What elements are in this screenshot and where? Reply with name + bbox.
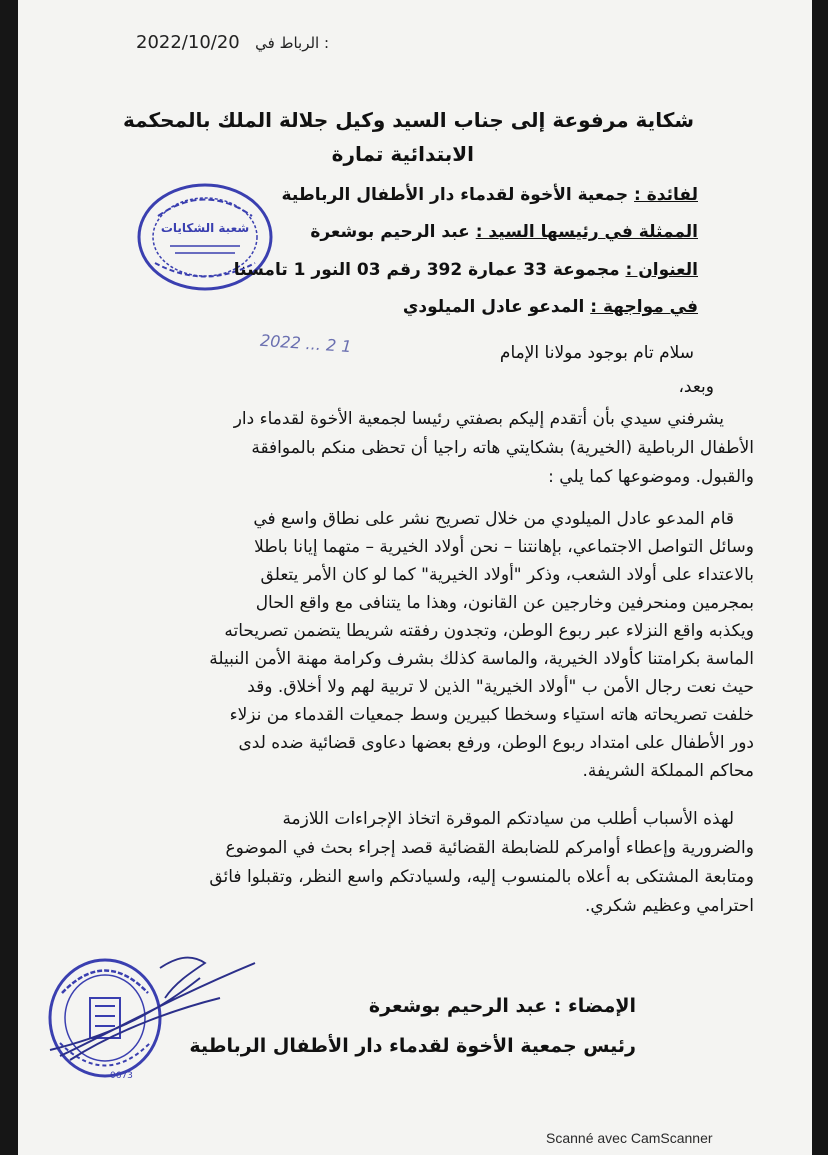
date-label: الرباط في : [255,34,330,52]
beneficiary-label: لفائدة : [634,185,698,205]
signature-title: رئيس جمعية الأخوة لقدماء دار الأطفال الرباطية [189,1035,636,1057]
association-stamp [40,938,270,1088]
scan-frame-right [812,0,828,1155]
greeting: سلام تام بوجود مولانا الإمام [499,343,694,363]
against-value: المدعو عادل الميلودي [402,297,585,317]
represented-value: عبد الرحيم بوشعرة [310,222,470,242]
date-line [136,32,329,53]
signature-line: الإمضاء : عبد الرحيم بوشعرة [368,995,636,1017]
received-date-stamp: 2022 ... 2 1 [259,330,353,357]
address-label: العنوان : [625,260,698,280]
against-line [403,297,698,317]
stamp-text: شعبة الشكايات [160,221,250,235]
represented-label: الممثلة في رئيسها السيد : [475,222,698,242]
against-label: في مواجهة : [590,297,698,317]
camscanner-footer: Scanné avec CamScanner [546,1130,713,1146]
scan-frame-left [0,0,18,1155]
date-value: 2022/10/20 [136,32,240,53]
stamp-phone: 0673 [110,1071,133,1081]
after-greeting: وبعد، [678,377,714,397]
represented-line [310,222,698,242]
beneficiary-line [282,185,698,205]
address-value: مجموعة 33 عمارة 392 رقم 03 النور 1 تامسنا [233,260,620,280]
document-page: 2022/10/20 الرباط في : شكاية مرفوعة إلى جناب السيد وكيل جلالة الملك بالمحكمة الابتدائية تمارة شعبة الشكايات لفائدة : جمعية الأخوة لقدماء دار الأطفال الرباطية الممثلة في رئيسها السيد : عبد الرحيم بوشعرة العنوان : مجموعة 33 عمارة 392 رقم 03 النور 1 تامسنا في مواجهة : المدعو عادل الميلودي 2022 ... 2 1 سلام تام بوجود مولانا الإمام وبعد، يشرفني سيدي بأن أتقدم إليكم بصفتي رئيسا لجمعية الأخوة لقدماء دار الأطفال الرباطية (الخيرية) بشكايتي هاته راجيا أن تحظى منكم بالموافقة والقبول. وموضوعها كما يلي : قام المدعو عادل الميلودي من خلال تصريح نشر على نطاق واسع في وسائل التواصل الاجتماعي، بإهانتنا – نحن أولاد الخيرية – متهما إيانا باطلا بالاعتداء على أولاد الشعب، وذكر "أولاد الخيرية" كما لو كان الأمر يتعلق بمجرمين ومنحرفين وخارجين عن القانون، وهذا ما يتنافى مع واقع الحال ويكذبه واقع النزلاء عبر ربوع الوطن، وتجدون رفقته شريطا يتضمن تصريحاته الماسة بكرامتنا كأولاد الخيرية، والماسة كذلك بشرف وكرامة مهنة الأمن النبيلة حيث نعت رجال الأمن ب "أولاد الخيرية" الذين لا تربية لهم ولا أخلاق. وقد خلفت تصريحاته هاته استياء وسخطا كبيرين وسط جمعيات القدماء من نزلاء دور الأطفال على امتداد ربوع الوطن، ورفع بعضها دعاوى قضائية ضده لدى محاكم المملكة الشريفة. لهذه الأسباب أطلب من سيادتكم الموقرة اتخاذ الإجراءات اللازمة والضرورية وإعطاء أوامركم للضابطة القضائية قصد إجراء بحث في الموضوع ومتابعة المشتكى به أعلاه بالمنسوب إليه، ولسيادتكم واسع النظر، وتقبلوا فائق احترامي وعظيم شكري. 0673 الإمضاء : عبد الرحيم بوشعرة رئيس جمعية الأخوة لقدماء دار الأطفال الرباطية Scanné avec CamScanner [18,0,812,1155]
address-line [234,260,698,280]
complaint-title-line2: الابتدائية تمارة [331,142,474,166]
complaint-title-line1: شكاية مرفوعة إلى جناب السيد وكيل جلالة الملك بالمحكمة [122,108,694,132]
beneficiary-value: جمعية الأخوة لقدماء دار الأطفال الرباطية [281,185,629,205]
